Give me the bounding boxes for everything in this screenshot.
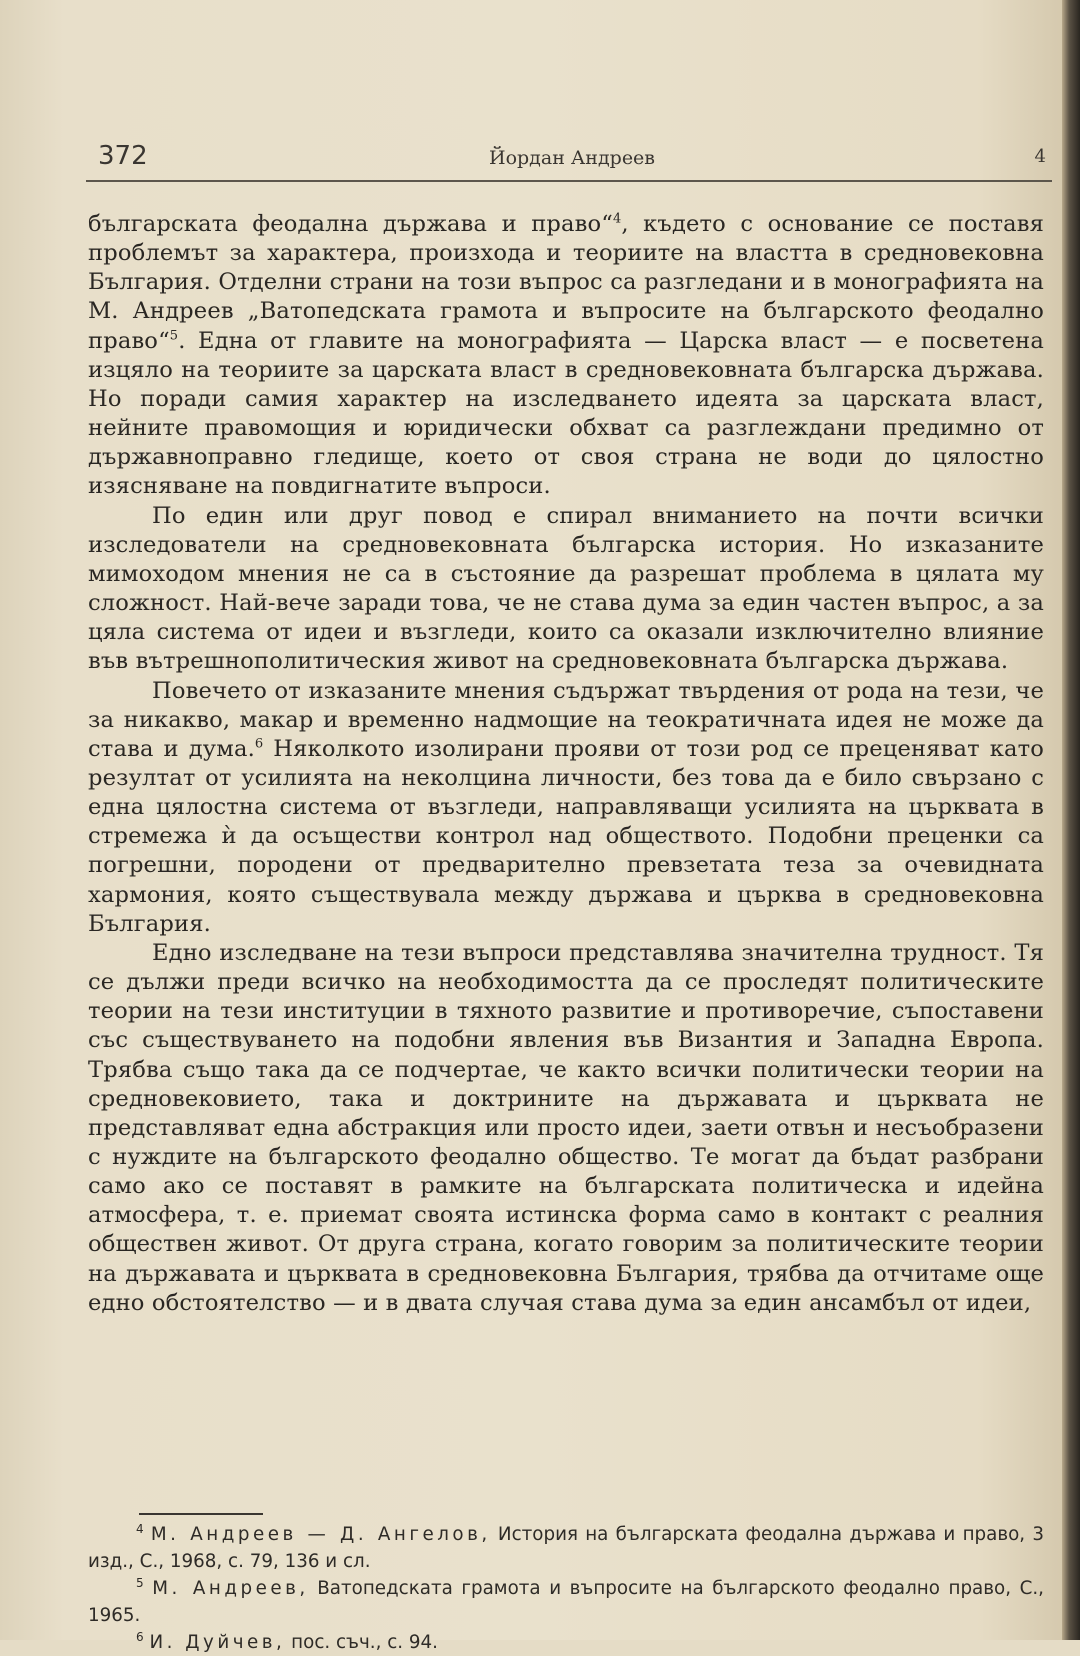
footnote-item — [88, 1521, 1044, 1575]
footnote-ref: 4 — [612, 211, 622, 227]
paragraph-text: Повечето от изказаните мнения съдържат твърдения от рода на тези, че за никакво, макар и временно надмощие на теократичната идея не може да става и дума. — [88, 677, 1044, 762]
paragraph-1 — [88, 210, 1044, 502]
footnotes — [88, 1521, 1044, 1656]
paragraph-text: Няколкото изолирани прояви от този род се преценяват като резултат от усилията на неколцина личности, без това да е било свързано с една цялостна система от възгледи, направляващи усилията на църквата в стремежа ѝ да осъществи контрол над обществото. Подобни преценки са погрешни, породени от предварително превзетата теза за очевидната хармония, която съществувала между държава и църква в средновековна България. — [88, 735, 1044, 937]
page-number: 372 — [98, 141, 148, 171]
footnote-number: 6 — [136, 1629, 144, 1644]
footnote-author: И. Дуйчев, — [149, 1632, 286, 1653]
page-header — [98, 138, 1046, 178]
footnote-number: 5 — [136, 1575, 144, 1590]
running-title: Йордан Андреев — [489, 147, 655, 169]
footnote-text: История на българската феодална държава и право, 3 изд., С., 1968, с. 79, 136 и сл. — [88, 1524, 1044, 1572]
footnote-item — [88, 1629, 1044, 1656]
paragraph-2: По един или друг повод е спирал вниманието на почти всички изследователи на средновековната българска история. Но изказаните мимоходом мнения не са в състояние да разрешат проблема в цялата му сложност. Най-вече заради това, че не става дума за един частен въпрос, а за цяла система от идеи и възгледи, които са оказали изключително влияние във вътрешнополитическия живот на средновековната българска държава. — [88, 502, 1044, 675]
footnote-author: М. Андреев — Д. Ангелов, — [150, 1524, 491, 1545]
footnote-ref: 5 — [169, 328, 179, 344]
paragraph-4: Едно изследване на тези въпроси представлява значителна трудност. Тя се дължи преди всичко на необходимостта да се проследят политическите теории на тези институции в тяхното развитие и противоречие, съпоставени със съществуването на подобни явления във Византия и Западна Европа. Трябва също така да се подчертае, че както всички политически теории на средновековието, така и доктрините на държавата и църквата не представляват една абстракция или просто идеи, заети отвън и несъобразени с нуждите на българското феодално общество. Те могат да бъдат разбрани само ако се поставят в рамките на българската политическа и идейна атмосфера, т. е. приемат своята истинска форма само в контакт с реалния обществен живот. От друга страна, когато говорим за политическите теории на държавата и църквата в средновековна България, трябва да отчитаме още едно обстоятелство — и в двата случая става дума за един ансамбъл от идеи, — [88, 939, 1044, 1316]
footnote-ref: 6 — [254, 736, 264, 752]
paragraph-text: . Една от главите на монографията — Царска власт — е посветена изцяло на теориите за царската власт в средновековната българска държава. Но поради самия характер на изследването идеята за царската власт, нейните правомощия и юридически обхват са разглеждани предимно от държавноправно гледище, което от своя страна не води до цялостно изясняване на повдигнатите въпроси. — [88, 327, 1044, 500]
header-mark: 4 — [1034, 146, 1046, 167]
body-text — [88, 210, 1044, 1318]
paragraph-text: българската феодална държава и право“ — [88, 211, 613, 237]
footnote-text: Ватопедската грамота и въпросите на българското феодално право, С., 1965. — [88, 1578, 1044, 1626]
book-spine — [1062, 0, 1080, 1640]
footnote-text: пос. съч., с. 94. — [285, 1632, 438, 1653]
footnote-author: М. Андреев, — [152, 1578, 309, 1599]
header-rule — [86, 180, 1052, 182]
footnote-rule — [139, 1513, 263, 1515]
footnote-item — [88, 1575, 1044, 1629]
footnote-number: 4 — [136, 1521, 144, 1536]
paragraph-3 — [88, 677, 1044, 939]
paragraph-text: , където с основание се поставя проблемът за характера, произхода и теориите на властта в средновековна България. Отделни страни на този въпрос са разгледани и в монографията на М. Андреев „Ватопедската грамота и въпросите на българското феодално право“ — [88, 211, 1044, 354]
